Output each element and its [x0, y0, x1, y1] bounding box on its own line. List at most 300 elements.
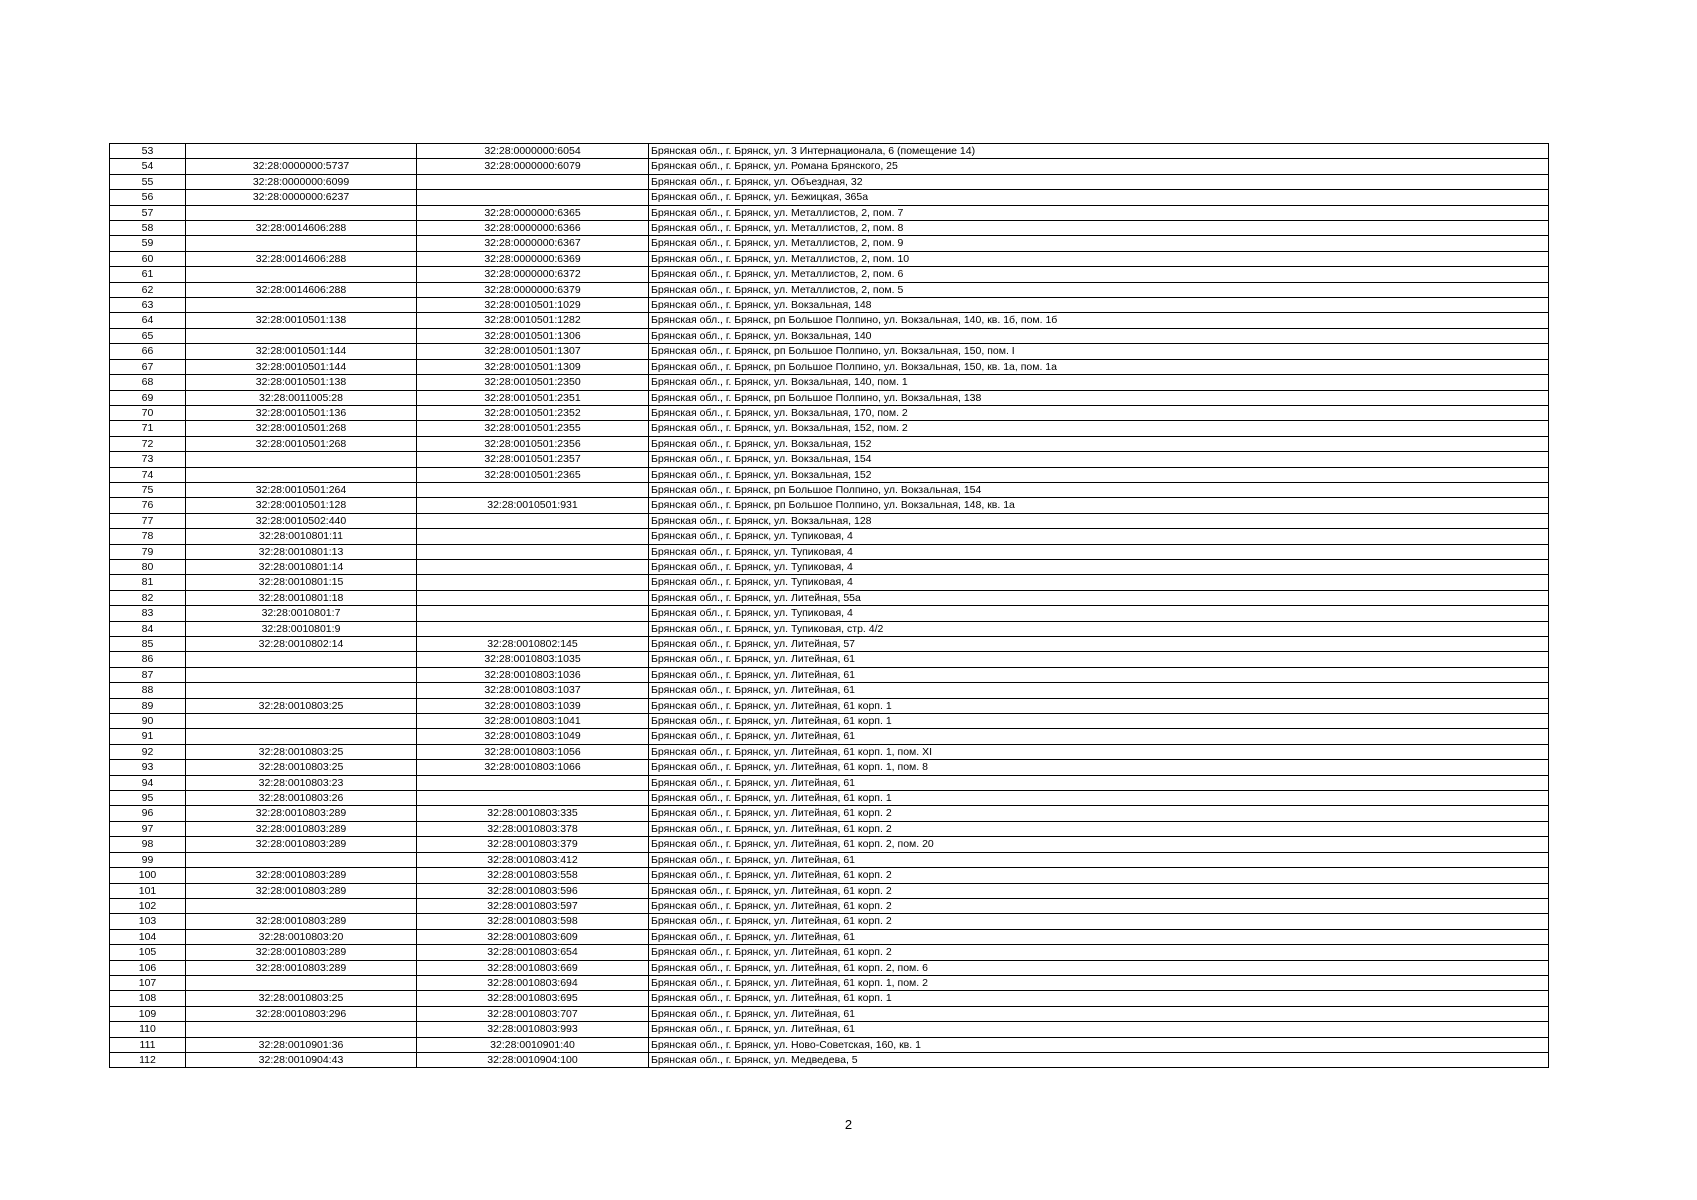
land-cadastral-number-cell: 32:28:0010801:13: [186, 544, 417, 559]
table-row: [110, 975, 1549, 990]
table-row: [110, 421, 1549, 436]
table-row: [110, 375, 1549, 390]
row-number-cell: 111: [110, 1037, 186, 1052]
object-cadastral-number-cell: [417, 559, 649, 574]
address-cell: Брянская обл., г. Брянск, ул. Литейная, 61 корп. 2, пом. 6: [649, 960, 1549, 975]
address-cell: Брянская обл., г. Брянск, ул. Медведева, 5: [649, 1052, 1549, 1067]
row-number-cell: 62: [110, 282, 186, 297]
object-cadastral-number-cell: 32:28:0010803:412: [417, 852, 649, 867]
table-row: [110, 852, 1549, 867]
address-cell: Брянская обл., г. Брянск, ул. Литейная, 61 корп. 1: [649, 714, 1549, 729]
land-cadastral-number-cell: 32:28:0010803:25: [186, 698, 417, 713]
row-number-cell: 107: [110, 975, 186, 990]
object-cadastral-number-cell: 32:28:0010803:378: [417, 821, 649, 836]
address-cell: Брянская обл., г. Брянск, ул. Объездная, 32: [649, 174, 1549, 189]
land-cadastral-number-cell: 32:28:0010501:268: [186, 436, 417, 451]
object-cadastral-number-cell: 32:28:0000000:6054: [417, 144, 649, 159]
table-row: [110, 221, 1549, 236]
object-cadastral-number-cell: 32:28:0010501:2352: [417, 405, 649, 420]
table-row: [110, 791, 1549, 806]
land-cadastral-number-cell: 32:28:0010803:289: [186, 806, 417, 821]
object-cadastral-number-cell: 32:28:0010803:1036: [417, 667, 649, 682]
table-row: [110, 714, 1549, 729]
object-cadastral-number-cell: 32:28:0000000:6372: [417, 267, 649, 282]
row-number-cell: 94: [110, 775, 186, 790]
table-row: [110, 898, 1549, 913]
row-number-cell: 80: [110, 559, 186, 574]
address-cell: Брянская обл., г. Брянск, ул. Тупиковая, 4: [649, 529, 1549, 544]
table-row: [110, 806, 1549, 821]
table-row: [110, 359, 1549, 374]
address-cell: Брянская обл., г. Брянск, ул. Литейная, 61: [649, 652, 1549, 667]
row-number-cell: 85: [110, 637, 186, 652]
table-row: [110, 991, 1549, 1006]
row-number-cell: 57: [110, 205, 186, 220]
object-cadastral-number-cell: 32:28:0010803:597: [417, 898, 649, 913]
land-cadastral-number-cell: 32:28:0000000:6099: [186, 174, 417, 189]
row-number-cell: 54: [110, 159, 186, 174]
address-cell: Брянская обл., г. Брянск, ул. Литейная, 61: [649, 852, 1549, 867]
table-row: [110, 1022, 1549, 1037]
address-cell: Брянская обл., г. Брянск, рп Большое Полпино, ул. Вокзальная, 150, пом. I: [649, 344, 1549, 359]
land-cadastral-number-cell: [186, 729, 417, 744]
land-cadastral-number-cell: 32:28:0010802:14: [186, 637, 417, 652]
table-row: [110, 698, 1549, 713]
land-cadastral-number-cell: 32:28:0010803:20: [186, 929, 417, 944]
row-number-cell: 84: [110, 621, 186, 636]
row-number-cell: 67: [110, 359, 186, 374]
object-cadastral-number-cell: 32:28:0010803:695: [417, 991, 649, 1006]
table-row: [110, 744, 1549, 759]
object-cadastral-number-cell: 32:28:0010501:2365: [417, 467, 649, 482]
table-row: [110, 529, 1549, 544]
table-row: [110, 267, 1549, 282]
object-cadastral-number-cell: 32:28:0010501:1029: [417, 298, 649, 313]
land-cadastral-number-cell: [186, 298, 417, 313]
object-cadastral-number-cell: 32:28:0010803:694: [417, 975, 649, 990]
page-number: 2: [844, 1117, 853, 1132]
object-cadastral-number-cell: 32:28:0000000:6369: [417, 251, 649, 266]
table-row: [110, 929, 1549, 944]
address-cell: Брянская обл., г. Брянск, ул. Ново-Советская, 160, кв. 1: [649, 1037, 1549, 1052]
address-cell: Брянская обл., г. Брянск, ул. Литейная, 61 корп. 2: [649, 883, 1549, 898]
object-cadastral-number-cell: [417, 590, 649, 605]
table-row: [110, 205, 1549, 220]
land-cadastral-number-cell: 32:28:0014606:288: [186, 221, 417, 236]
address-cell: Брянская обл., г. Брянск, ул. Вокзальная, 152, пом. 2: [649, 421, 1549, 436]
row-number-cell: 68: [110, 375, 186, 390]
table-row: [110, 467, 1549, 482]
row-number-cell: 82: [110, 590, 186, 605]
row-number-cell: 95: [110, 791, 186, 806]
row-number-cell: 72: [110, 436, 186, 451]
address-cell: Брянская обл., г. Брянск, ул. Литейная, 61: [649, 1022, 1549, 1037]
row-number-cell: 65: [110, 328, 186, 343]
object-cadastral-number-cell: [417, 775, 649, 790]
object-cadastral-number-cell: 32:28:0010904:100: [417, 1052, 649, 1067]
address-cell: Брянская обл., г. Брянск, ул. Литейная, 61: [649, 667, 1549, 682]
address-cell: Брянская обл., г. Брянск, ул. Литейная, 61 корп. 1: [649, 991, 1549, 1006]
address-cell: Брянская обл., г. Брянск, рп Большое Полпино, ул. Вокзальная, 140, кв. 1б, пом. 1б: [649, 313, 1549, 328]
table-row: [110, 559, 1549, 574]
row-number-cell: 74: [110, 467, 186, 482]
table-row: [110, 190, 1549, 205]
row-number-cell: 63: [110, 298, 186, 313]
object-cadastral-number-cell: 32:28:0010803:379: [417, 837, 649, 852]
address-cell: Брянская обл., г. Брянск, ул. Металлистов, 2, пом. 6: [649, 267, 1549, 282]
row-number-cell: 75: [110, 482, 186, 497]
address-cell: Брянская обл., г. Брянск, ул. Литейная, 61 корп. 2: [649, 868, 1549, 883]
object-cadastral-number-cell: 32:28:0000000:6367: [417, 236, 649, 251]
table-row: [110, 945, 1549, 960]
object-cadastral-number-cell: [417, 791, 649, 806]
object-cadastral-number-cell: [417, 544, 649, 559]
address-cell: Брянская обл., г. Брянск, ул. Вокзальная, 154: [649, 452, 1549, 467]
object-cadastral-number-cell: 32:28:0000000:6365: [417, 205, 649, 220]
row-number-cell: 98: [110, 837, 186, 852]
address-cell: Брянская обл., г. Брянск, ул. Литейная, 55а: [649, 590, 1549, 605]
land-cadastral-number-cell: 32:28:0010803:289: [186, 821, 417, 836]
row-number-cell: 71: [110, 421, 186, 436]
address-cell: Брянская обл., г. Брянск, ул. Литейная, 61 корп. 2: [649, 945, 1549, 960]
address-cell: Брянская обл., г. Брянск, ул. Литейная, 61: [649, 1006, 1549, 1021]
address-cell: Брянская обл., г. Брянск, ул. Литейная, 61 корп. 1, пом. 8: [649, 760, 1549, 775]
object-cadastral-number-cell: 32:28:0010803:1056: [417, 744, 649, 759]
address-cell: Брянская обл., г. Брянск, ул. Металлистов, 2, пом. 10: [649, 251, 1549, 266]
row-number-cell: 83: [110, 606, 186, 621]
land-cadastral-number-cell: 32:28:0000000:6237: [186, 190, 417, 205]
row-number-cell: 96: [110, 806, 186, 821]
table-row: [110, 436, 1549, 451]
row-number-cell: 100: [110, 868, 186, 883]
row-number-cell: 110: [110, 1022, 186, 1037]
table-row: [110, 760, 1549, 775]
address-cell: Брянская обл., г. Брянск, ул. Литейная, 61 корп. 2: [649, 898, 1549, 913]
table-row: [110, 667, 1549, 682]
land-cadastral-number-cell: [186, 898, 417, 913]
table-row: [110, 251, 1549, 266]
row-number-cell: 79: [110, 544, 186, 559]
land-cadastral-number-cell: 32:28:0010501:144: [186, 344, 417, 359]
land-cadastral-number-cell: 32:28:0010803:25: [186, 991, 417, 1006]
row-number-cell: 101: [110, 883, 186, 898]
table-row: [110, 821, 1549, 836]
row-number-cell: 59: [110, 236, 186, 251]
address-cell: Брянская обл., г. Брянск, ул. Тупиковая, 4: [649, 575, 1549, 590]
object-cadastral-number-cell: 32:28:0000000:6366: [417, 221, 649, 236]
table-row: [110, 575, 1549, 590]
row-number-cell: 78: [110, 529, 186, 544]
land-cadastral-number-cell: [186, 667, 417, 682]
table-row: [110, 498, 1549, 513]
address-cell: Брянская обл., г. Брянск, ул. Тупиковая, 4: [649, 559, 1549, 574]
object-cadastral-number-cell: 32:28:0010803:1066: [417, 760, 649, 775]
table-row: [110, 390, 1549, 405]
object-cadastral-number-cell: 32:28:0010803:1039: [417, 698, 649, 713]
table-row: [110, 174, 1549, 189]
address-cell: Брянская обл., г. Брянск, ул. Романа Брянского, 25: [649, 159, 1549, 174]
table-row: [110, 236, 1549, 251]
land-cadastral-number-cell: [186, 267, 417, 282]
land-cadastral-number-cell: 32:28:0010801:18: [186, 590, 417, 605]
table-row: [110, 637, 1549, 652]
object-cadastral-number-cell: 32:28:0010803:1041: [417, 714, 649, 729]
object-cadastral-number-cell: 32:28:0010901:40: [417, 1037, 649, 1052]
row-number-cell: 112: [110, 1052, 186, 1067]
address-cell: Брянская обл., г. Брянск, рп Большое Полпино, ул. Вокзальная, 150, кв. 1а, пом. 1а: [649, 359, 1549, 374]
address-cell: Брянская обл., г. Брянск, ул. Литейная, 57: [649, 637, 1549, 652]
table-row: [110, 298, 1549, 313]
address-cell: Брянская обл., г. Брянск, рп Большое Полпино, ул. Вокзальная, 154: [649, 482, 1549, 497]
object-cadastral-number-cell: 32:28:0010803:707: [417, 1006, 649, 1021]
object-cadastral-number-cell: [417, 174, 649, 189]
address-cell: Брянская обл., г. Брянск, ул. Литейная, 61 корп. 1: [649, 791, 1549, 806]
row-number-cell: 106: [110, 960, 186, 975]
land-cadastral-number-cell: 32:28:0010904:43: [186, 1052, 417, 1067]
address-cell: Брянская обл., г. Брянск, ул. Металлистов, 2, пом. 7: [649, 205, 1549, 220]
row-number-cell: 103: [110, 914, 186, 929]
land-cadastral-number-cell: [186, 652, 417, 667]
land-cadastral-number-cell: 32:28:0010803:25: [186, 760, 417, 775]
land-cadastral-number-cell: 32:28:0010501:268: [186, 421, 417, 436]
land-cadastral-number-cell: [186, 852, 417, 867]
address-cell: Брянская обл., г. Брянск, ул. Литейная, 61: [649, 683, 1549, 698]
object-cadastral-number-cell: [417, 513, 649, 528]
address-cell: Брянская обл., г. Брянск, ул. Бежицкая, 365а: [649, 190, 1549, 205]
object-cadastral-number-cell: 32:28:0000000:6379: [417, 282, 649, 297]
object-cadastral-number-cell: 32:28:0010501:1282: [417, 313, 649, 328]
table-row: [110, 1037, 1549, 1052]
land-cadastral-number-cell: 32:28:0010803:25: [186, 744, 417, 759]
object-cadastral-number-cell: 32:28:0010501:2351: [417, 390, 649, 405]
land-cadastral-number-cell: [186, 1022, 417, 1037]
address-cell: Брянская обл., г. Брянск, ул. Литейная, 61 корп. 1: [649, 698, 1549, 713]
address-cell: Брянская обл., г. Брянск, ул. 3 Интернационала, 6 (помещение 14): [649, 144, 1549, 159]
land-cadastral-number-cell: 32:28:0010803:23: [186, 775, 417, 790]
address-cell: Брянская обл., г. Брянск, ул. Литейная, 61 корп. 2: [649, 821, 1549, 836]
registry-table-body: [110, 144, 1549, 1068]
land-cadastral-number-cell: 32:28:0010803:289: [186, 960, 417, 975]
address-cell: Брянская обл., г. Брянск, ул. Вокзальная, 152: [649, 436, 1549, 451]
object-cadastral-number-cell: [417, 621, 649, 636]
land-cadastral-number-cell: 32:28:0011005:28: [186, 390, 417, 405]
object-cadastral-number-cell: 32:28:0010803:598: [417, 914, 649, 929]
object-cadastral-number-cell: 32:28:0010803:1035: [417, 652, 649, 667]
object-cadastral-number-cell: 32:28:0010803:609: [417, 929, 649, 944]
land-cadastral-number-cell: 32:28:0000000:5737: [186, 159, 417, 174]
object-cadastral-number-cell: 32:28:0010803:1037: [417, 683, 649, 698]
table-row: [110, 344, 1549, 359]
table-row: [110, 282, 1549, 297]
address-cell: Брянская обл., г. Брянск, ул. Литейная, 61: [649, 929, 1549, 944]
land-cadastral-number-cell: 32:28:0010803:289: [186, 883, 417, 898]
address-cell: Брянская обл., г. Брянск, ул. Литейная, 61 корп. 2: [649, 806, 1549, 821]
row-number-cell: 60: [110, 251, 186, 266]
table-row: [110, 159, 1549, 174]
table-row: [110, 868, 1549, 883]
table-row: [110, 405, 1549, 420]
address-cell: Брянская обл., г. Брянск, ул. Литейная, 61 корп. 1, пом. 2: [649, 975, 1549, 990]
row-number-cell: 56: [110, 190, 186, 205]
row-number-cell: 87: [110, 667, 186, 682]
land-cadastral-number-cell: [186, 205, 417, 220]
row-number-cell: 99: [110, 852, 186, 867]
row-number-cell: 86: [110, 652, 186, 667]
object-cadastral-number-cell: [417, 529, 649, 544]
land-cadastral-number-cell: [186, 975, 417, 990]
address-cell: Брянская обл., г. Брянск, ул. Вокзальная, 140, пом. 1: [649, 375, 1549, 390]
land-cadastral-number-cell: 32:28:0010803:296: [186, 1006, 417, 1021]
row-number-cell: 102: [110, 898, 186, 913]
table-row: [110, 683, 1549, 698]
land-cadastral-number-cell: 32:28:0010803:289: [186, 837, 417, 852]
address-cell: Брянская обл., г. Брянск, ул. Металлистов, 2, пом. 9: [649, 236, 1549, 251]
land-cadastral-number-cell: 32:28:0010501:138: [186, 313, 417, 328]
land-cadastral-number-cell: 32:28:0010901:36: [186, 1037, 417, 1052]
row-number-cell: 61: [110, 267, 186, 282]
row-number-cell: 108: [110, 991, 186, 1006]
table-row: [110, 1052, 1549, 1067]
address-cell: Брянская обл., г. Брянск, ул. Вокзальная, 128: [649, 513, 1549, 528]
object-cadastral-number-cell: [417, 482, 649, 497]
row-number-cell: 55: [110, 174, 186, 189]
row-number-cell: 93: [110, 760, 186, 775]
address-cell: Брянская обл., г. Брянск, рп Большое Полпино, ул. Вокзальная, 138: [649, 390, 1549, 405]
land-cadastral-number-cell: [186, 714, 417, 729]
object-cadastral-number-cell: 32:28:0010501:2350: [417, 375, 649, 390]
address-cell: Брянская обл., г. Брянск, ул. Вокзальная, 148: [649, 298, 1549, 313]
row-number-cell: 109: [110, 1006, 186, 1021]
address-cell: Брянская обл., г. Брянск, ул. Вокзальная, 140: [649, 328, 1549, 343]
address-cell: Брянская обл., г. Брянск, рп Большое Полпино, ул. Вокзальная, 148, кв. 1а: [649, 498, 1549, 513]
land-cadastral-number-cell: 32:28:0010801:11: [186, 529, 417, 544]
object-cadastral-number-cell: 32:28:0010501:1309: [417, 359, 649, 374]
object-cadastral-number-cell: 32:28:0010501:2356: [417, 436, 649, 451]
land-cadastral-number-cell: 32:28:0014606:288: [186, 251, 417, 266]
table-row: [110, 960, 1549, 975]
object-cadastral-number-cell: 32:28:0010803:669: [417, 960, 649, 975]
row-number-cell: 69: [110, 390, 186, 405]
land-cadastral-number-cell: 32:28:0010501:144: [186, 359, 417, 374]
table-row: [110, 729, 1549, 744]
row-number-cell: 77: [110, 513, 186, 528]
row-number-cell: 104: [110, 929, 186, 944]
row-number-cell: 73: [110, 452, 186, 467]
table-row: [110, 883, 1549, 898]
land-cadastral-number-cell: 32:28:0010801:7: [186, 606, 417, 621]
address-cell: Брянская обл., г. Брянск, ул. Вокзальная, 152: [649, 467, 1549, 482]
table-row: [110, 775, 1549, 790]
row-number-cell: 53: [110, 144, 186, 159]
land-cadastral-number-cell: 32:28:0010801:15: [186, 575, 417, 590]
object-cadastral-number-cell: [417, 575, 649, 590]
table-row: [110, 1006, 1549, 1021]
land-cadastral-number-cell: 32:28:0010803:289: [186, 914, 417, 929]
land-cadastral-number-cell: 32:28:0010801:14: [186, 559, 417, 574]
row-number-cell: 66: [110, 344, 186, 359]
table-row: [110, 590, 1549, 605]
row-number-cell: 70: [110, 405, 186, 420]
address-cell: Брянская обл., г. Брянск, ул. Металлистов, 2, пом. 5: [649, 282, 1549, 297]
object-cadastral-number-cell: 32:28:0010803:993: [417, 1022, 649, 1037]
table-row: [110, 328, 1549, 343]
land-cadastral-number-cell: 32:28:0010803:289: [186, 945, 417, 960]
table-row: [110, 914, 1549, 929]
object-cadastral-number-cell: 32:28:0010501:1307: [417, 344, 649, 359]
land-cadastral-number-cell: [186, 452, 417, 467]
row-number-cell: 58: [110, 221, 186, 236]
land-cadastral-number-cell: 32:28:0010501:264: [186, 482, 417, 497]
row-number-cell: 88: [110, 683, 186, 698]
object-cadastral-number-cell: 32:28:0010501:1306: [417, 328, 649, 343]
table-row: [110, 544, 1549, 559]
row-number-cell: 76: [110, 498, 186, 513]
address-cell: Брянская обл., г. Брянск, ул. Вокзальная, 170, пом. 2: [649, 405, 1549, 420]
object-cadastral-number-cell: 32:28:0010501:2355: [417, 421, 649, 436]
land-cadastral-number-cell: 32:28:0010803:289: [186, 868, 417, 883]
object-cadastral-number-cell: 32:28:0010501:931: [417, 498, 649, 513]
object-cadastral-number-cell: 32:28:0000000:6079: [417, 159, 649, 174]
property-registry-table: [109, 143, 1549, 1068]
land-cadastral-number-cell: 32:28:0010501:136: [186, 405, 417, 420]
table-row: [110, 606, 1549, 621]
object-cadastral-number-cell: [417, 606, 649, 621]
row-number-cell: 97: [110, 821, 186, 836]
object-cadastral-number-cell: [417, 190, 649, 205]
land-cadastral-number-cell: [186, 144, 417, 159]
land-cadastral-number-cell: [186, 236, 417, 251]
row-number-cell: 64: [110, 313, 186, 328]
land-cadastral-number-cell: 32:28:0014606:288: [186, 282, 417, 297]
land-cadastral-number-cell: 32:28:0010502:440: [186, 513, 417, 528]
address-cell: Брянская обл., г. Брянск, ул. Тупиковая, 4: [649, 606, 1549, 621]
table-row: [110, 313, 1549, 328]
address-cell: Брянская обл., г. Брянск, ул. Литейная, 61: [649, 775, 1549, 790]
row-number-cell: 91: [110, 729, 186, 744]
address-cell: Брянская обл., г. Брянск, ул. Литейная, 61 корп. 2, пом. 20: [649, 837, 1549, 852]
address-cell: Брянская обл., г. Брянск, ул. Тупиковая, стр. 4/2: [649, 621, 1549, 636]
table-row: [110, 513, 1549, 528]
object-cadastral-number-cell: 32:28:0010802:145: [417, 637, 649, 652]
row-number-cell: 90: [110, 714, 186, 729]
object-cadastral-number-cell: 32:28:0010803:596: [417, 883, 649, 898]
object-cadastral-number-cell: 32:28:0010803:558: [417, 868, 649, 883]
land-cadastral-number-cell: 32:28:0010501:138: [186, 375, 417, 390]
object-cadastral-number-cell: 32:28:0010803:335: [417, 806, 649, 821]
table-row: [110, 652, 1549, 667]
row-number-cell: 105: [110, 945, 186, 960]
table-row: [110, 144, 1549, 159]
land-cadastral-number-cell: [186, 467, 417, 482]
object-cadastral-number-cell: 32:28:0010803:1049: [417, 729, 649, 744]
land-cadastral-number-cell: 32:28:0010801:9: [186, 621, 417, 636]
land-cadastral-number-cell: [186, 328, 417, 343]
land-cadastral-number-cell: 32:28:0010501:128: [186, 498, 417, 513]
table-row: [110, 482, 1549, 497]
land-cadastral-number-cell: 32:28:0010803:26: [186, 791, 417, 806]
object-cadastral-number-cell: 32:28:0010803:654: [417, 945, 649, 960]
row-number-cell: 81: [110, 575, 186, 590]
land-cadastral-number-cell: [186, 683, 417, 698]
address-cell: Брянская обл., г. Брянск, ул. Литейная, 61 корп. 2: [649, 914, 1549, 929]
table-row: [110, 621, 1549, 636]
address-cell: Брянская обл., г. Брянск, ул. Литейная, 61: [649, 729, 1549, 744]
table-row: [110, 837, 1549, 852]
object-cadastral-number-cell: 32:28:0010501:2357: [417, 452, 649, 467]
row-number-cell: 92: [110, 744, 186, 759]
address-cell: Брянская обл., г. Брянск, ул. Литейная, 61 корп. 1, пом. XI: [649, 744, 1549, 759]
address-cell: Брянская обл., г. Брянск, ул. Тупиковая, 4: [649, 544, 1549, 559]
